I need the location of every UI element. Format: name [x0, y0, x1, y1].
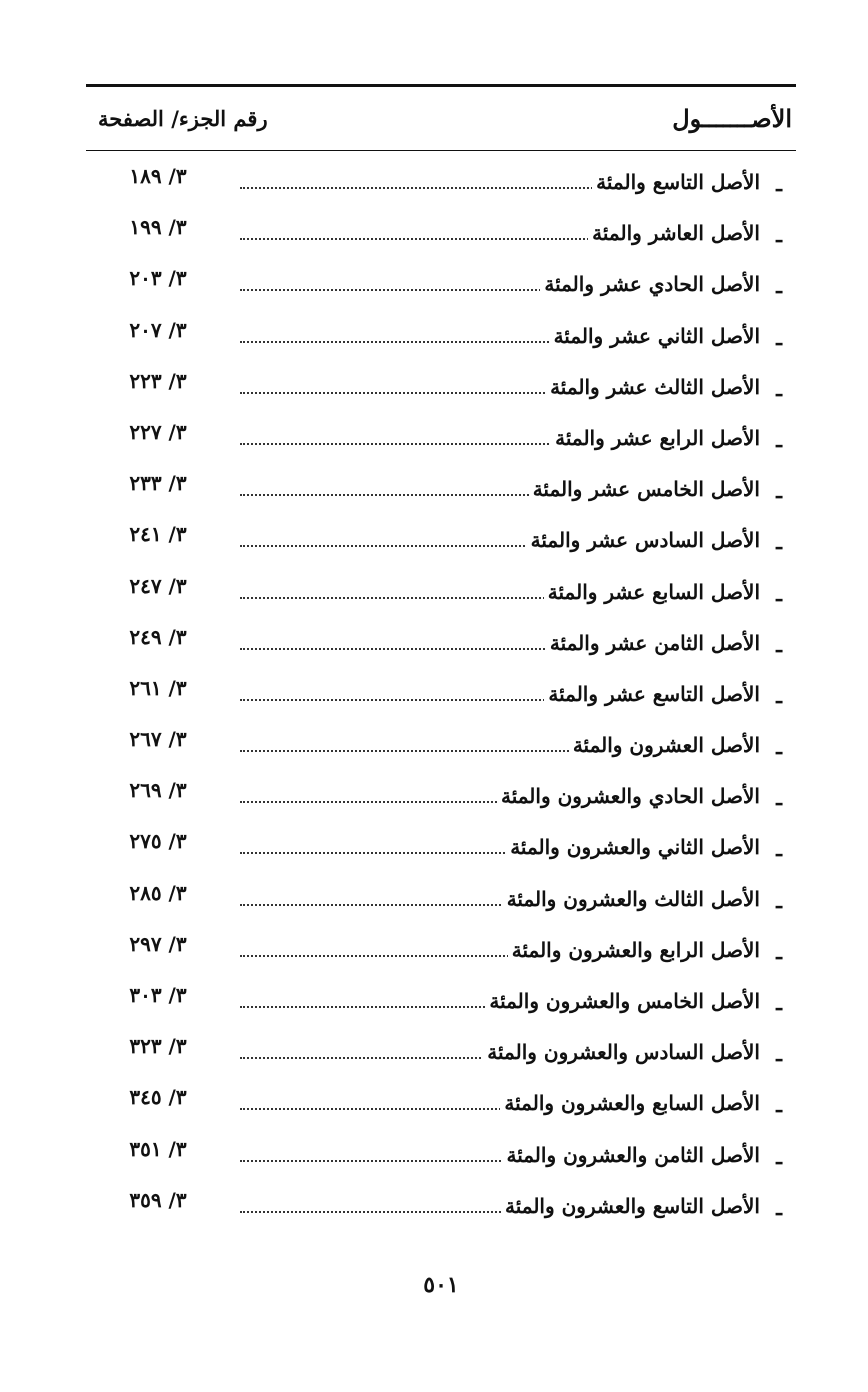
- entry-page-reference: ٣/ ٣٤٥: [129, 1085, 187, 1110]
- list-item: [86, 570, 796, 621]
- header-reference-label: رقم الجزء/ الصفحة: [98, 105, 268, 131]
- entry-title: الأصل الحادي عشر والمئة: [540, 268, 760, 300]
- entry-page-reference: ٣/ ٢٦٧: [129, 727, 187, 752]
- top-rule: [86, 84, 796, 87]
- entry-page-reference: ٣/ ٢٤٧: [129, 573, 187, 598]
- list-item: [86, 518, 796, 569]
- entry-page-reference: ٣/ ٢٤١: [129, 522, 187, 547]
- header-title: الأصـــــــول: [672, 103, 792, 133]
- entry-page-reference: ٣/ ٣٥٩: [129, 1187, 187, 1212]
- entry-marker: ـ: [776, 427, 782, 452]
- page-number: ٥٠١: [423, 1272, 459, 1298]
- list-item: [86, 160, 796, 211]
- entry-marker: ـ: [776, 837, 782, 862]
- entry-marker: ـ: [776, 1042, 782, 1067]
- entry-marker: ـ: [776, 172, 782, 196]
- entry-title: الأصل السادس عشر والمئة: [527, 524, 760, 556]
- entry-marker: ـ: [776, 223, 782, 248]
- entry-marker: ـ: [776, 939, 782, 964]
- entry-title: الأصل الخامس عشر والمئة: [529, 473, 760, 505]
- entry-page-reference: ٣/ ٢٦١: [129, 675, 187, 700]
- list-item: [86, 672, 796, 723]
- entry-page-reference: ٣/ ١٩٩: [129, 215, 187, 240]
- entry-title: الأصل الرابع عشر والمئة: [551, 422, 760, 454]
- entry-page-reference: ٣/ ٢٤٩: [129, 624, 187, 649]
- entry-page-reference: ٣/ ٢٢٣: [129, 368, 187, 393]
- entry-marker: ـ: [776, 735, 782, 760]
- entry-title: الأصل الرابع والعشرون والمئة: [508, 934, 760, 966]
- entry-marker: ـ: [776, 888, 782, 913]
- list-item: [86, 774, 796, 825]
- entry-page-reference: ٣/ ٣٠٣: [129, 983, 187, 1007]
- entry-marker: ـ: [776, 1144, 782, 1169]
- list-item: [86, 211, 796, 262]
- entry-marker: ـ: [776, 479, 782, 504]
- entry-title: الأصل التاسع والعشرون والمئة: [501, 1190, 760, 1222]
- list-item: [86, 825, 796, 876]
- entry-marker: ـ: [776, 325, 782, 350]
- entry-title: الأصل الخامس والعشرون والمئة: [485, 985, 760, 1017]
- entry-marker: ـ: [776, 991, 782, 1015]
- entry-marker: ـ: [776, 683, 782, 708]
- entry-title: الأصل التاسع عشر والمئة: [544, 678, 760, 710]
- list-item: [86, 877, 796, 928]
- index-page: [86, 84, 796, 1324]
- entry-page-reference: ٣/ ٢٨٥: [129, 880, 187, 905]
- list-item: [86, 928, 796, 979]
- list-item: [86, 979, 796, 1030]
- list-item: [86, 621, 796, 672]
- entry-title: الأصل العشرون والمئة: [569, 729, 760, 761]
- entry-title: الأصل التاسع والمئة: [592, 166, 760, 198]
- entry-title: الأصل الثاني عشر والمئة: [550, 320, 760, 352]
- entry-title: الأصل السادس والعشرون والمئة: [483, 1036, 760, 1068]
- entry-title: الأصل السابع عشر والمئة: [544, 576, 760, 608]
- list-item: [86, 1184, 796, 1235]
- entry-page-reference: ٣/ ٢٧٥: [129, 829, 187, 854]
- entry-marker: ـ: [776, 376, 782, 401]
- header-rule: [86, 150, 796, 151]
- entry-title: الأصل السابع والعشرون والمئة: [500, 1087, 760, 1119]
- entry-title: الأصل الثاني والعشرون والمئة: [506, 831, 760, 863]
- entry-page-reference: ٣/ ٢٠٧: [129, 317, 187, 342]
- entry-page-reference: ٣/ ٢٦٩: [129, 778, 187, 803]
- entry-page-reference: ٣/ ٣٢٣: [129, 1034, 187, 1059]
- list-item: [86, 262, 796, 313]
- list-item: [86, 314, 796, 365]
- list-item: [86, 416, 796, 467]
- list-item: [86, 365, 796, 416]
- table-header: [86, 96, 796, 140]
- list-item: [86, 1133, 796, 1184]
- entry-page-reference: ٣/ ١٨٩: [129, 164, 187, 188]
- entry-marker: ـ: [776, 1195, 782, 1220]
- entry-page-reference: ٣/ ٢٢٧: [129, 419, 187, 444]
- entry-marker: ـ: [776, 581, 782, 606]
- entry-title: الأصل الثامن عشر والمئة: [546, 627, 760, 659]
- entry-marker: ـ: [776, 530, 782, 555]
- entries-list: [86, 160, 796, 1235]
- list-item: [86, 1030, 796, 1081]
- entry-page-reference: ٣/ ٣٥١: [129, 1136, 187, 1161]
- entry-title: الأصل الثالث والعشرون والمئة: [503, 883, 760, 915]
- entry-page-reference: ٣/ ٢٠٣: [129, 266, 187, 291]
- entry-title: الأصل العاشر والمئة: [588, 217, 760, 249]
- entry-title: الأصل الثامن والعشرون والمئة: [502, 1139, 760, 1171]
- entry-page-reference: ٣/ ٢٣٣: [129, 471, 187, 496]
- entry-marker: ـ: [776, 786, 782, 811]
- entry-title: الأصل الثالث عشر والمئة: [546, 371, 760, 403]
- entry-marker: ـ: [776, 274, 782, 299]
- list-item: [86, 467, 796, 518]
- entry-marker: ـ: [776, 1093, 782, 1118]
- entry-page-reference: ٣/ ٢٩٧: [129, 931, 187, 956]
- entry-marker: ـ: [776, 632, 782, 657]
- entry-title: الأصل الحادي والعشرون والمئة: [497, 780, 760, 812]
- list-item: [86, 1081, 796, 1132]
- list-item: [86, 723, 796, 774]
